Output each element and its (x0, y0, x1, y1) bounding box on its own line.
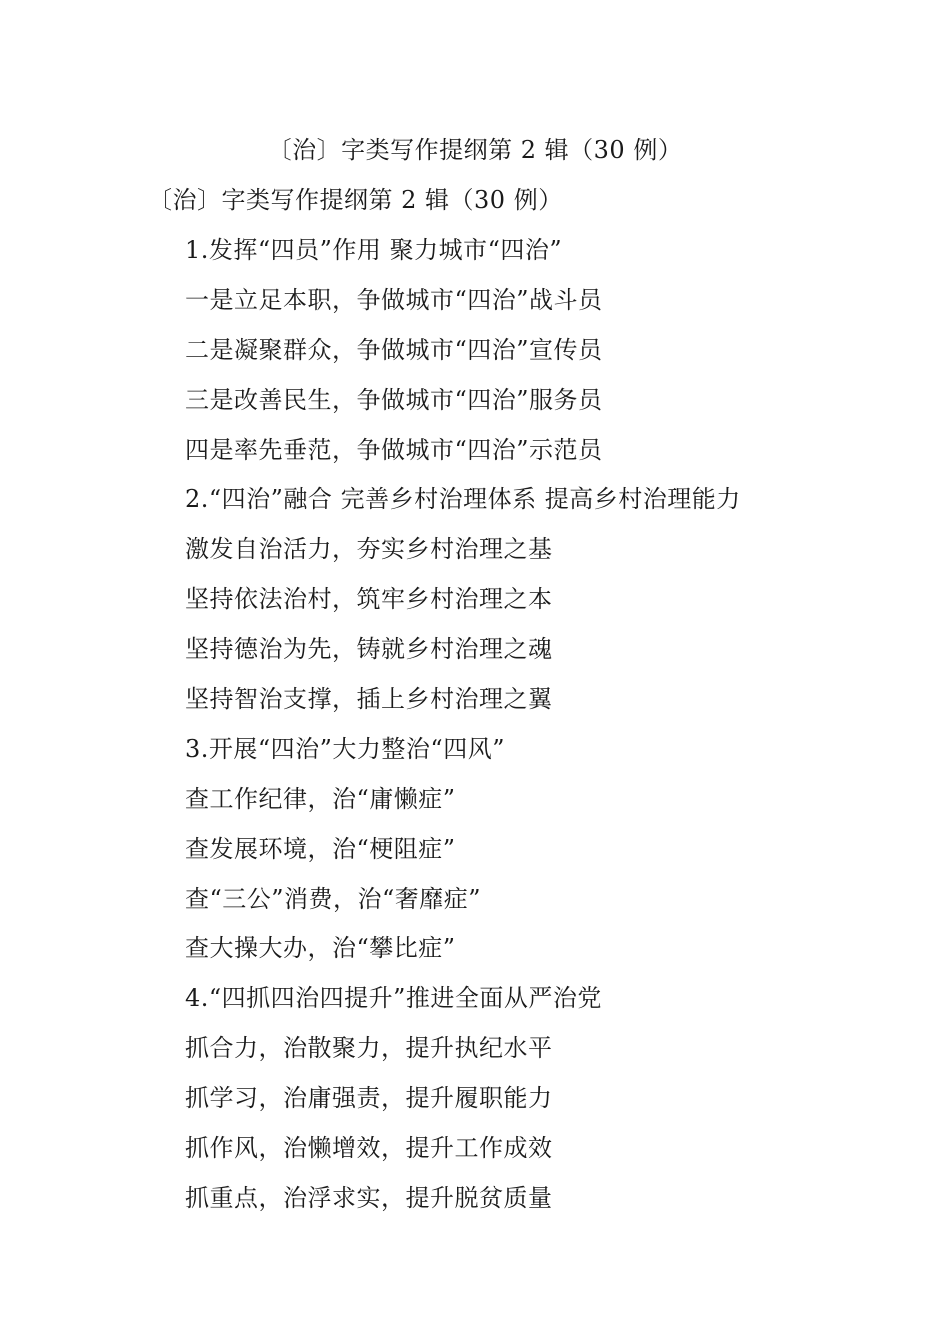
document-subtitle: 〔治〕字类写作提纲第 2 辑（30 例） (148, 186, 563, 214)
outline-line: 一是立足本职，争做城市“四治”战斗员 (185, 285, 603, 314)
outline-line: 四是率先垂范，争做城市“四治”示范员 (185, 435, 603, 464)
outline-line: 激发自治活力，夯实乡村治理之基 (185, 535, 553, 564)
outline-line: 1.发挥“四员”作用 聚力城市“四治” (185, 236, 563, 264)
document-title: 〔治〕字类写作提纲第 2 辑（30 例） (267, 136, 683, 164)
outline-line: 3.开展“四治”大力整治“四风” (185, 734, 505, 763)
outline-list (185, 230, 741, 1228)
outline-line: 抓学习，治庸强责，提升履职能力 (185, 1084, 553, 1113)
outline-line: 查工作纪律，治“庸懒症” (185, 784, 456, 813)
outline-line: 2.“四治”融合 完善乡村治理体系 提高乡村治理能力 (185, 485, 741, 514)
outline-line: 查大操大办，治“攀比症” (185, 934, 456, 963)
outline-line: 二是凝聚群众，争做城市“四治”宣传员 (185, 335, 603, 364)
outline-line: 抓合力，治散聚力，提升执纪水平 (185, 1034, 553, 1063)
outline-line: 4.“四抓四治四提升”推进全面从严治党 (185, 984, 602, 1013)
outline-line: 坚持智治支撑，插上乡村治理之翼 (185, 685, 553, 714)
outline-line: 坚持德治为先，铸就乡村治理之魂 (185, 635, 553, 664)
outline-line: 查发展环境，治“梗阻症” (185, 834, 456, 863)
outline-line: 抓重点，治浮求实，提升脱贫质量 (185, 1183, 553, 1212)
outline-line: 坚持依法治村，筑牢乡村治理之本 (185, 585, 553, 614)
outline-line: 查“三公”消费，治“奢靡症” (185, 884, 482, 913)
outline-line: 抓作风，治懒增效，提升工作成效 (185, 1134, 553, 1163)
outline-line: 三是改善民生，争做城市“四治”服务员 (185, 385, 603, 414)
